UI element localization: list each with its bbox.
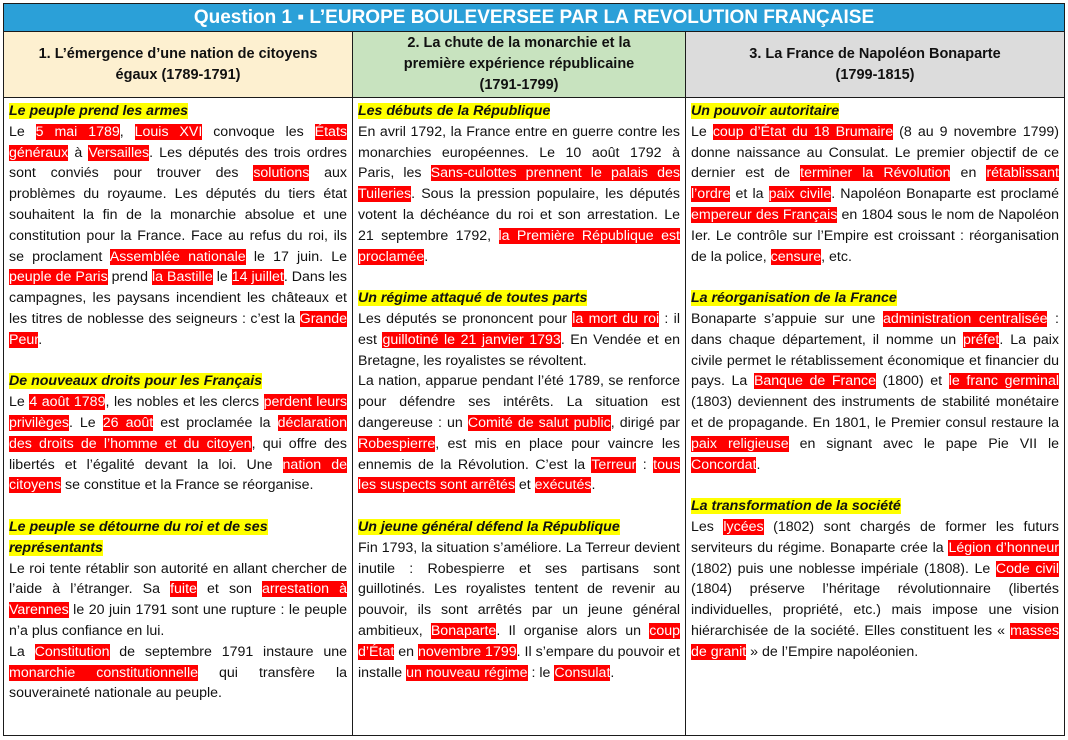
text-run: Fin 1793, la situation s’améliore. La Terreur devient inutile : Robespierre et ses partisans sont guillotinés. Les royalistes tentent de revenir au pouvoir, ils sont arrêtés par un jeune général ambitieux, xyxy=(358,539,680,639)
text-run: le 17 juin. Le xyxy=(245,248,347,265)
highlighted-keyword: coup d’État du 18 Brumaire xyxy=(712,123,894,140)
highlighted-keyword: terminer la Révolution xyxy=(800,165,951,182)
text-run: : dans chaque département, il nomme un xyxy=(691,310,1059,348)
text-run: . xyxy=(38,331,43,348)
text-run: et xyxy=(514,477,535,494)
section-title: Un régime attaqué de toutes parts xyxy=(358,290,588,307)
text-run: le xyxy=(212,269,232,286)
column-body-2 xyxy=(353,98,686,736)
text-run: . Il organise alors un xyxy=(496,622,650,639)
section xyxy=(691,101,1059,267)
question-banner: Question 1 ▪ L’EUROPE BOULEVERSEE PAR LA REVOLUTION FRANÇAISE xyxy=(3,3,1065,32)
text-run: Le roi tente rétablir son autorité en allant chercher de l’aide à l’étranger. Sa xyxy=(9,560,347,598)
highlighted-keyword: tous les suspects sont arrêtés xyxy=(358,456,680,494)
highlighted-keyword: paix civile xyxy=(768,186,832,203)
highlighted-keyword: Terreur xyxy=(591,456,637,473)
column-body-1 xyxy=(3,98,353,736)
highlighted-keyword: Comité de salut public xyxy=(467,414,611,431)
text-run: . xyxy=(756,456,761,473)
highlighted-keyword: déclaration des droits de l’homme et du citoyen xyxy=(9,414,347,452)
text-run: : il est xyxy=(358,310,680,348)
text-run: en 1804 sous le nom de Napoléon Ier. Le contrôle sur l’Empire est croissant : réorganisation de la police, xyxy=(691,206,1059,265)
text-run: , qui offre des libertés et l’égalité devant la loi. Une xyxy=(9,435,347,473)
text-run: . Le xyxy=(68,414,103,431)
text-run: , est mis en place pour vaincre les ennemis de la Révolution. C’est la xyxy=(358,435,680,473)
text-run: . Sous la pression populaire, les députés votent la déchéance du roi et son arrestation. Le 21 septembre 1792, xyxy=(358,186,680,244)
highlighted-keyword: Grande Peur xyxy=(9,310,347,348)
section-title: De nouveaux droits pour les Français xyxy=(9,373,263,390)
text-run: En avril 1792, la France entre en guerre contre les monarchies européennes. Le 10 août 1792 à Paris, les xyxy=(358,123,680,182)
text-run: , etc. xyxy=(821,248,852,265)
highlighted-keyword: monarchie constitutionnelle xyxy=(9,664,198,681)
text-run: et son xyxy=(196,581,262,598)
text-run: Le xyxy=(9,123,36,140)
section-text xyxy=(9,122,347,351)
text-run: . Dans les campagnes, les paysans incendient les châteaux et les titres de noblesse des seigneurs : c’est la xyxy=(9,269,348,327)
text-run: qui transfère la souveraineté nationale au peuple. xyxy=(9,664,347,702)
highlighted-keyword: la mort du roi xyxy=(572,310,660,327)
section-text xyxy=(691,122,1059,268)
text-run: . xyxy=(424,248,429,265)
section-text xyxy=(358,538,680,684)
highlighted-keyword: 5 mai 1789 xyxy=(35,123,120,140)
text-run: en xyxy=(950,165,987,182)
text-run: à xyxy=(68,144,89,161)
section-text xyxy=(358,309,680,496)
highlighted-keyword: paix religieuse xyxy=(691,435,789,452)
highlighted-keyword: Sans-culottes prennent le palais des Tuileries xyxy=(358,165,680,203)
text-run: Bonaparte s’appuie sur une xyxy=(691,310,883,327)
text-run: . Les députés des trois ordres sont conviés pour trouver des xyxy=(9,144,348,182)
highlighted-keyword: masses de granit xyxy=(691,622,1059,660)
highlighted-keyword: Versailles xyxy=(88,144,150,161)
highlighted-keyword: Bonaparte xyxy=(430,622,497,639)
text-run: , les nobles et les clercs xyxy=(105,394,264,411)
section-text xyxy=(358,122,680,268)
highlighted-keyword: lycées xyxy=(723,518,764,535)
text-run: La xyxy=(9,643,35,660)
highlighted-keyword: arrestation à Varennes xyxy=(9,581,347,619)
text-run: (1803) deviennent des instruments de stabilité monétaire et de propagande. En 1801, le Premier consul restaure la xyxy=(691,394,1059,431)
highlighted-keyword: Banque de France xyxy=(753,373,877,390)
text-run: Le xyxy=(9,394,30,411)
section xyxy=(691,496,1059,662)
highlighted-keyword: rétablissant l’ordre xyxy=(691,165,1059,203)
column-body-3 xyxy=(686,98,1065,736)
highlighted-keyword: Assemblée nationale xyxy=(109,248,246,265)
highlighted-keyword: préfet xyxy=(963,331,1000,348)
text-run: : le xyxy=(527,664,555,681)
text-run: Les députés se prononcent pour xyxy=(358,310,573,327)
text-run: . Napoléon Bonaparte est proclamé xyxy=(831,186,1060,203)
text-run: (1800) et xyxy=(876,373,949,390)
text-run: (8 au 9 novembre 1799) donne naissance au Consulat. Le premier objectif de ce dernier est de xyxy=(691,123,1059,182)
text-run: (1804) préserve l’héritage révolutionnaire (libertés individuelles, propriété, etc.) mais impose une vision hiérarchisée de la société. Elles constituent les « xyxy=(691,581,1059,639)
highlighted-keyword: empereur des Français xyxy=(691,206,838,223)
highlighted-keyword: exécutés xyxy=(534,477,592,494)
text-run: aux problèmes du royaume. Les députés du tiers état souhaitent la fin de la monarchie absolue et une constitution pour la France. Face au refus du roi, ils se proclament xyxy=(9,165,347,265)
text-run: (1802) sont chargés de former les futurs serviteurs du régime. Bonaparte crée la xyxy=(691,518,1059,556)
highlighted-keyword: le franc germinal xyxy=(948,373,1059,390)
section xyxy=(358,517,680,683)
highlighted-keyword: la Première République est proclamée xyxy=(358,227,680,265)
section-text xyxy=(9,559,347,705)
section-title: Les débuts de la République xyxy=(358,103,551,119)
section-title: Un pouvoir autoritaire xyxy=(691,103,840,119)
highlighted-keyword: coup d’État xyxy=(358,622,680,660)
text-run: » de l’Empire napoléonien. xyxy=(746,643,919,660)
column-header-1: 1. L’émergence d’une nation de citoyens égaux (1789-1791) xyxy=(3,32,353,98)
highlighted-keyword: Consulat xyxy=(554,664,611,681)
text-run: La nation, apparue pendant l’été 1789, se renforce pour défendre ses intérêts. La situation est dangereuse : un xyxy=(358,373,680,431)
section xyxy=(9,371,347,496)
highlighted-keyword: nation de citoyens xyxy=(9,456,347,494)
text-run: convoque les xyxy=(202,123,315,140)
highlighted-keyword: Code civil xyxy=(995,560,1059,577)
highlighted-keyword: 4 août 1789 xyxy=(29,394,106,411)
highlighted-keyword: la Bastille xyxy=(151,269,213,286)
highlighted-keyword: administration centralisée xyxy=(882,310,1048,327)
text-run: (1802) puis une noblesse impériale (1808). Le xyxy=(691,560,996,577)
highlighted-keyword: Concordat xyxy=(691,456,757,473)
highlighted-keyword: Robespierre xyxy=(358,435,436,452)
section xyxy=(358,101,680,267)
section xyxy=(691,288,1059,475)
section-title: Un jeune général défend la République xyxy=(358,518,620,535)
section-text xyxy=(9,392,347,496)
highlighted-keyword: Constitution xyxy=(34,643,110,660)
text-run: Le xyxy=(691,123,713,140)
text-run: . Il s’empare du pouvoir et installe xyxy=(358,643,680,681)
text-run: prend xyxy=(107,269,152,286)
text-run: . xyxy=(591,477,596,494)
highlighted-keyword: 26 août xyxy=(102,414,154,431)
text-run: en signant avec le pape Pie VII le xyxy=(788,435,1059,452)
text-run: et la xyxy=(730,186,769,203)
column-header-2: 2. La chute de la monarchie et la première expérience républicaine (1791-1799) xyxy=(353,32,686,98)
section-title: La transformation de la société xyxy=(691,498,901,515)
highlighted-keyword: 14 juillet xyxy=(231,269,284,286)
text-run: est proclamée la xyxy=(153,414,278,431)
section xyxy=(9,101,347,351)
section-title: La réorganisation de la France xyxy=(691,290,897,307)
highlighted-keyword: peuple de Paris xyxy=(9,269,108,286)
highlighted-keyword: novembre 1799 xyxy=(418,643,517,660)
section-text xyxy=(691,517,1059,663)
highlighted-keyword: solutions xyxy=(253,165,310,182)
highlighted-keyword: Légion d’honneur xyxy=(948,539,1059,556)
highlighted-keyword: perdent leurs privilèges xyxy=(9,394,347,431)
text-run: , xyxy=(119,123,135,140)
text-run: . xyxy=(610,664,615,681)
highlighted-keyword: guillotiné le 21 janvier 1793 xyxy=(382,331,561,348)
text-run: : xyxy=(636,456,654,473)
text-run: se constitue et la France se réorganise. xyxy=(61,477,314,494)
text-run: le 20 juin 1791 sont une rupture : le peuple n’a plus confiance en lui. xyxy=(9,602,347,639)
text-run: , dirigé par xyxy=(610,414,680,431)
column-headers xyxy=(3,32,1065,98)
section xyxy=(9,517,347,704)
text-run: en xyxy=(394,643,418,660)
highlighted-keyword: États généraux xyxy=(9,123,347,161)
section xyxy=(358,288,680,496)
highlighted-keyword: fuite xyxy=(170,581,197,598)
text-run: . La paix civile permet le rétablissement économique et financier du pays. La xyxy=(691,331,1059,390)
highlighted-keyword: un nouveau régime xyxy=(406,664,528,681)
text-run: Les xyxy=(691,518,724,535)
text-run: . En Vendée et en Bretagne, les royalistes se révoltent. xyxy=(358,331,681,369)
section-title: Le peuple prend les armes xyxy=(9,103,188,119)
section-title: Le peuple se détourne du roi et de ses représentants xyxy=(9,518,268,556)
highlighted-keyword: Louis XVI xyxy=(134,123,203,140)
text-run: de septembre 1791 instaure une xyxy=(109,643,347,660)
column-header-3: 3. La France de Napoléon Bonaparte (1799-1815) xyxy=(686,32,1065,98)
highlighted-keyword: censure xyxy=(770,248,822,265)
column-bodies xyxy=(3,98,1065,736)
section-text xyxy=(691,309,1059,475)
